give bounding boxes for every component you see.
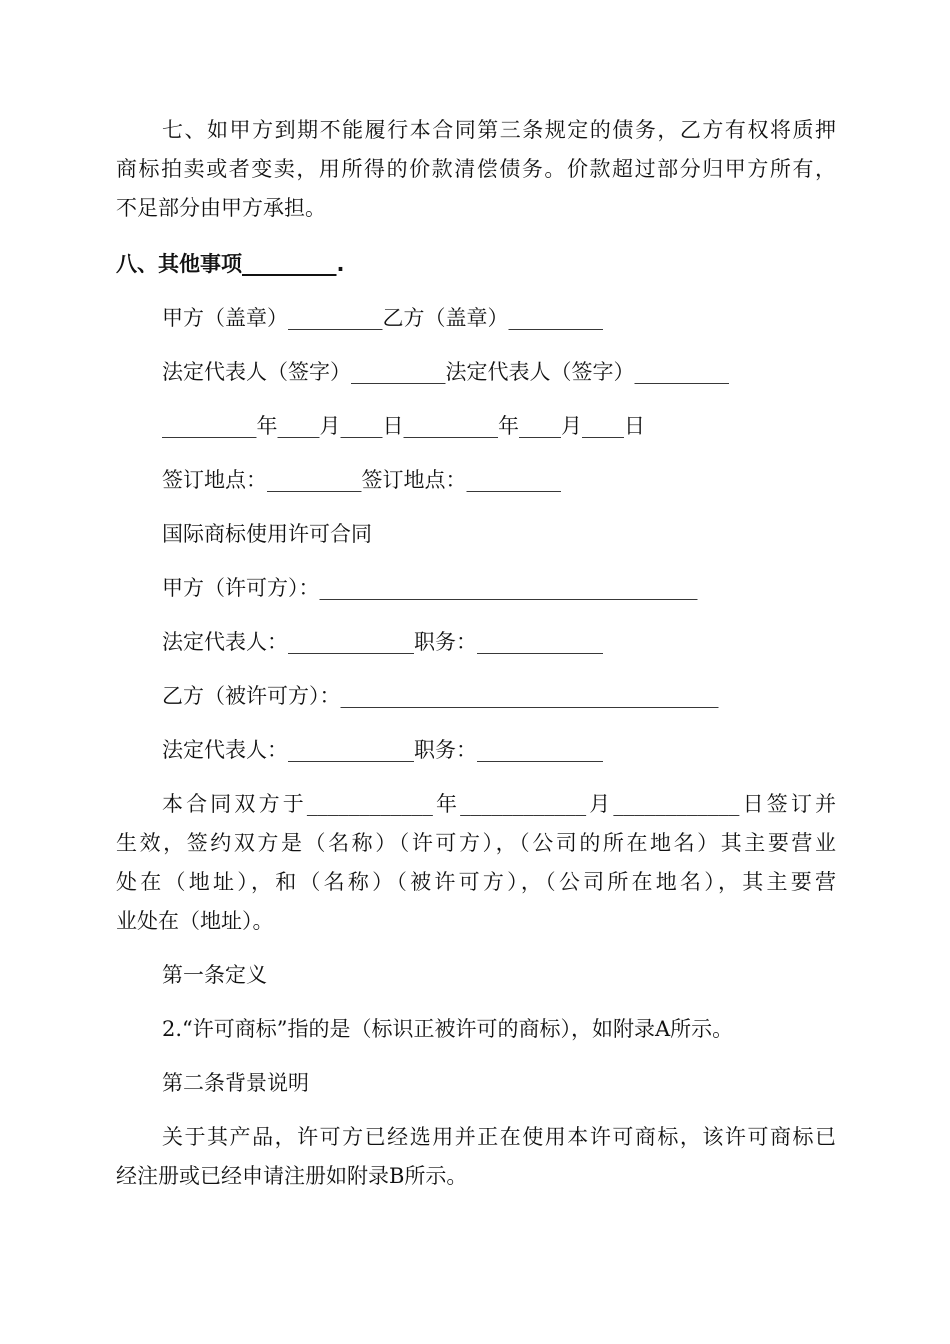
- licensee-representative-line: 法定代表人：____________职务：____________: [162, 738, 603, 762]
- background-line-2: 经注册或已经申请注册如附录B所示。: [116, 1164, 468, 1188]
- clause-7-line-3: 不足部分由甲方承担。: [116, 196, 326, 220]
- party-seal-line: 甲方（盖章）_________乙方（盖章）_________: [162, 306, 603, 330]
- licensor-representative-line: 法定代表人：____________职务：____________: [162, 630, 603, 654]
- licensee-line: 乙方（被许可方）：____________________________________: [162, 684, 719, 708]
- article-2-heading: 第二条背景说明: [162, 1071, 309, 1095]
- licensor-line: 甲方（许可方）：____________________________________: [162, 576, 698, 600]
- clause-8-heading: 八、其他事项_________.: [116, 252, 345, 276]
- article-1-heading: 第一条定义: [162, 963, 267, 987]
- background-line-1: 关于其产品，许可方已经选用并正在使用本许可商标，该许可商标已: [162, 1125, 836, 1149]
- clause-7-line-1: 七、如甲方到期不能履行本合同第三条规定的债务，乙方有权将质押: [162, 118, 836, 142]
- representative-signature-line: 法定代表人（签字）_________法定代表人（签字）_________: [162, 360, 729, 384]
- preamble-line-3: 处在（地址），和（名称）（被许可方），（公司所在地名），其主要营: [116, 870, 836, 894]
- signing-place-line: 签订地点：_________签订地点：_________: [162, 468, 561, 492]
- definition-licensed-trademark: 2.“许可商标”指的是（标识正被许可的商标），如附录A所示。: [162, 1017, 734, 1041]
- preamble-line-1: 本合同双方于____________年____________月____________日签订并: [162, 792, 836, 816]
- preamble-line-4: 业处在（地址）。: [116, 909, 274, 933]
- contract-title: 国际商标使用许可合同: [162, 522, 372, 546]
- clause-7-line-2: 商标拍卖或者变卖，用所得的价款清偿债务。价款超过部分归甲方所有，: [116, 157, 836, 181]
- signing-date-line: _________年____月____日_________年____月____日: [162, 414, 645, 438]
- preamble-line-2: 生效，签约双方是（名称）（许可方），（公司的所在地名）其主要营业: [116, 831, 836, 855]
